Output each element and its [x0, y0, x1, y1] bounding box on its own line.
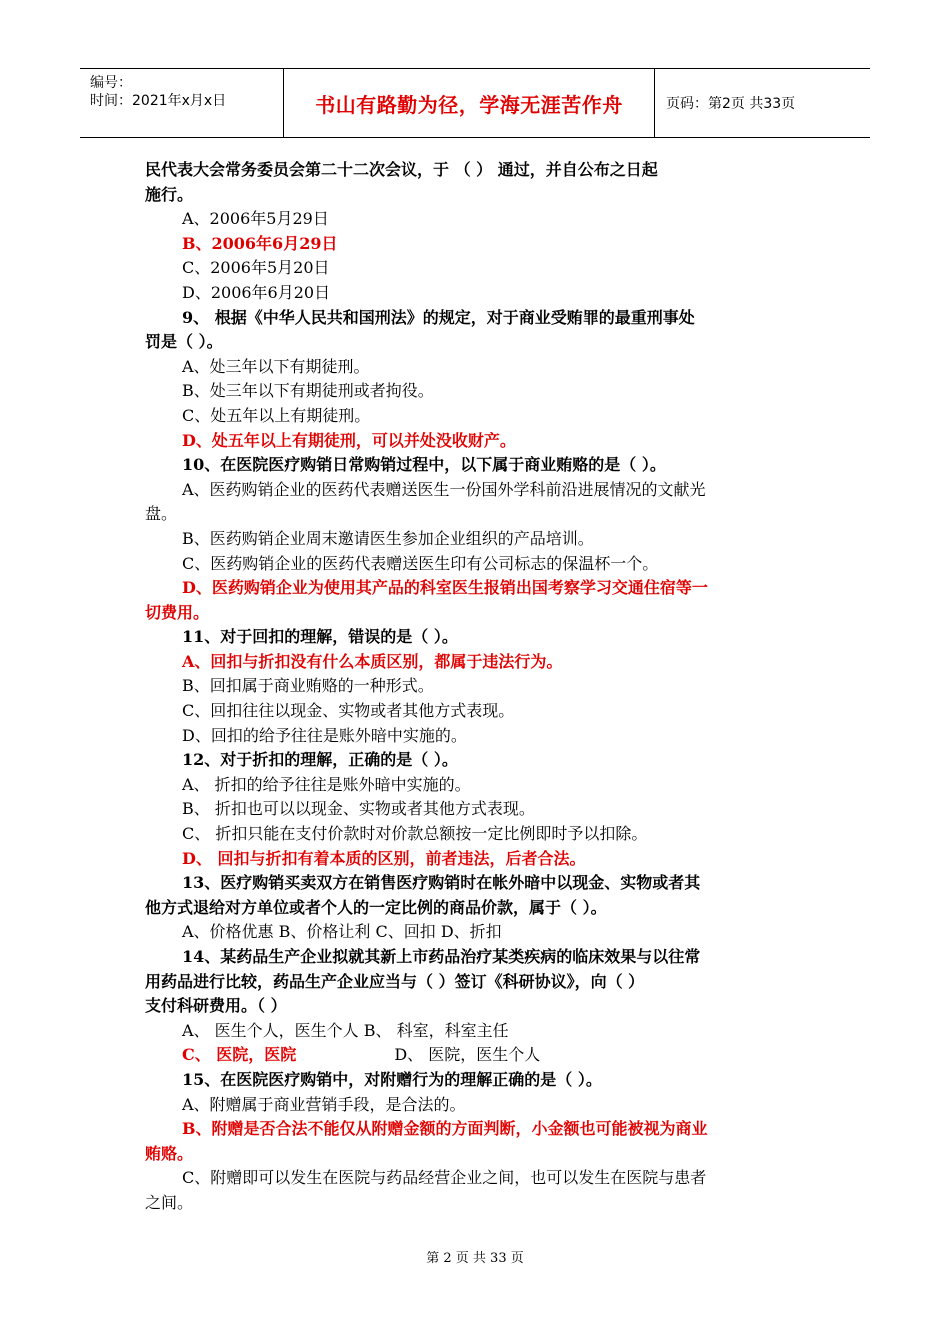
document-body: [145, 158, 810, 1216]
text-line-content: C、 折扣只能在支付价款时对价款总额按一定比例即时予以扣除。: [182, 824, 648, 844]
text-line-content: A、附赠属于商业营销手段，是合法的。: [182, 1094, 466, 1114]
text-line-content: 15、在医院医疗购销中，对附赠行为的理解正确的是（ ）。: [182, 1069, 602, 1089]
text-line: [145, 502, 810, 527]
text-line: [145, 822, 810, 847]
text-line: [145, 429, 810, 454]
text-line-content: B、回扣属于商业贿赂的一种形式。: [182, 676, 434, 696]
document-time-label: 时间：2021年x月x日: [90, 93, 227, 109]
text-line-content: A、 折扣的给予往往是账外暗中实施的。: [182, 774, 471, 794]
text-line-content: 民代表大会常务委员会第二十二次会议，于 （ ） 通过，并自公布之日起: [145, 160, 658, 179]
text-line: [145, 183, 810, 208]
text-line-content: D、2006年6月20日: [182, 282, 331, 302]
text-line-content: D、处五年以上有期徒刑，可以并处没收财产。: [182, 430, 516, 450]
text-line: [145, 256, 810, 281]
text-line-content: 盘。: [145, 504, 178, 524]
text-line-content: C、处五年以上有期徒刑。: [182, 405, 371, 425]
text-line-content: 用药品进行比较，药品生产企业应当与（ ）签订《科研协议》，向（ ）: [145, 971, 645, 991]
text-line: [145, 1019, 810, 1044]
text-line-content: A、处三年以下有期徒刑。: [182, 356, 370, 376]
text-line-content: 支付科研费用。（ ）: [145, 996, 287, 1016]
text-line: [145, 1093, 810, 1118]
text-line: [145, 232, 810, 257]
text-line-content: B、2006年6月29日: [182, 233, 338, 253]
text-line: [145, 330, 810, 355]
text-line: [145, 970, 810, 995]
text-line: [145, 453, 810, 478]
page-footer: 第 2 页 共 33 页: [426, 1251, 524, 1266]
text-line: [145, 724, 810, 749]
text-line-content: 贿赂。: [145, 1143, 194, 1163]
text-line-content: 他方式退给对方单位或者个人的一定比例的商品价款，属于（ ）。: [145, 897, 607, 917]
text-line: [145, 1117, 810, 1142]
option-d: D、 医院，医生个人: [394, 1045, 541, 1065]
text-line-content: 10、在医院医疗购销日常购销过程中，以下属于商业贿赂的是（ ）。: [182, 455, 666, 475]
text-line-content: A、回扣与折扣没有什么本质区别，都属于违法行为。: [182, 651, 563, 671]
text-line-content: 11、对于回扣的理解，错误的是（ ）。: [182, 627, 458, 647]
text-line-content: B、处三年以下有期徒刑或者拘役。: [182, 381, 434, 401]
header-page-info: 页码：第2页 共33页: [666, 96, 796, 112]
text-line-content: A、2006年5月29日: [182, 209, 329, 229]
text-line: [145, 552, 810, 577]
text-line: [145, 625, 810, 650]
text-line: [145, 601, 810, 626]
text-line-content: C、医药购销企业的医药代表赠送医生印有公司标志的保温杯一个。: [182, 553, 659, 573]
text-line: [145, 306, 810, 331]
text-line: [145, 576, 810, 601]
text-line-content: 9、 根据《中华人民共和国刑法》的规定，对于商业受贿罪的最重刑事处: [182, 307, 695, 327]
text-line-content: D、回扣的给予往往是账外暗中实施的。: [182, 725, 467, 745]
header-motto: 书山有路勤为径，学海无涯苦作舟: [315, 92, 623, 117]
text-line: [145, 748, 810, 773]
text-line-content: A、医药购销企业的医药代表赠送医生一份国外学科前沿进展情况的文献光: [182, 479, 706, 499]
text-line: [145, 158, 810, 183]
text-line: [145, 527, 810, 552]
header-meta-cell: [80, 69, 283, 137]
text-line: [145, 379, 810, 404]
text-line-content: 14、某药品生产企业拟就其新上市药品治疗某类疾病的临床效果与以往常: [182, 947, 701, 966]
text-line: [145, 355, 810, 380]
text-line: [145, 1142, 810, 1167]
text-line-content: 切费用。: [145, 602, 210, 622]
header-divider: [654, 69, 655, 137]
page-header: [80, 68, 870, 138]
text-line: [145, 1043, 810, 1068]
text-line: [145, 920, 810, 945]
text-line: [145, 699, 810, 724]
text-line: [145, 773, 810, 798]
text-line-content: C、回扣往往以现金、实物或者其他方式表现。: [182, 701, 515, 721]
text-line: [145, 896, 810, 921]
text-line-content: D、医药购销企业为使用其产品的科室医生报销出国考察学习交通住宿等一: [182, 578, 708, 598]
text-line-content: B、 折扣也可以以现金、实物或者其他方式表现。: [182, 799, 535, 819]
text-line: [145, 1166, 810, 1191]
text-line-content: 13、医疗购销买卖双方在销售医疗购销时在帐外暗中以现金、实物或者其: [182, 873, 701, 893]
text-line-content: 12、对于折扣的理解，正确的是（ ）。: [182, 750, 458, 770]
text-line-content: 之间。: [145, 1192, 194, 1212]
text-line: [145, 1191, 810, 1216]
text-line-content: D、 回扣与折扣有着本质的区别，前者违法，后者合法。: [182, 848, 586, 868]
text-line: [145, 871, 810, 896]
text-line: [145, 994, 810, 1019]
text-line: [145, 281, 810, 306]
text-line-content: B、附赠是否合法不能仅从附赠金额的方面判断，小金额也可能被视为商业: [182, 1119, 708, 1139]
text-line-content: B、医药购销企业周末邀请医生参加企业组织的产品培训。: [182, 528, 594, 548]
text-line: [145, 1068, 810, 1093]
text-line-content: A、价格优惠 B、价格让利 C、回扣 D、折扣: [182, 922, 502, 942]
text-line: [145, 650, 810, 675]
text-line: [145, 945, 810, 970]
text-line: [145, 478, 810, 503]
text-line-content: 施行。: [145, 184, 194, 204]
text-line-content: C、附赠即可以发生在医院与药品经营企业之间，也可以发生在医院与患者: [182, 1168, 707, 1188]
text-line: [145, 207, 810, 232]
text-line-content: 罚是（ ）。: [145, 332, 223, 352]
text-line-content: A、 医生个人，医生个人 B、 科室，科室主任: [182, 1020, 509, 1040]
text-line: [145, 674, 810, 699]
text-line: [145, 797, 810, 822]
text-line: [145, 847, 810, 872]
text-line-content: C、 医院，医院: [182, 1045, 297, 1065]
text-line: [145, 404, 810, 429]
document-number-label: 编号：: [90, 75, 132, 91]
text-line-content: C、2006年5月20日: [182, 258, 330, 278]
